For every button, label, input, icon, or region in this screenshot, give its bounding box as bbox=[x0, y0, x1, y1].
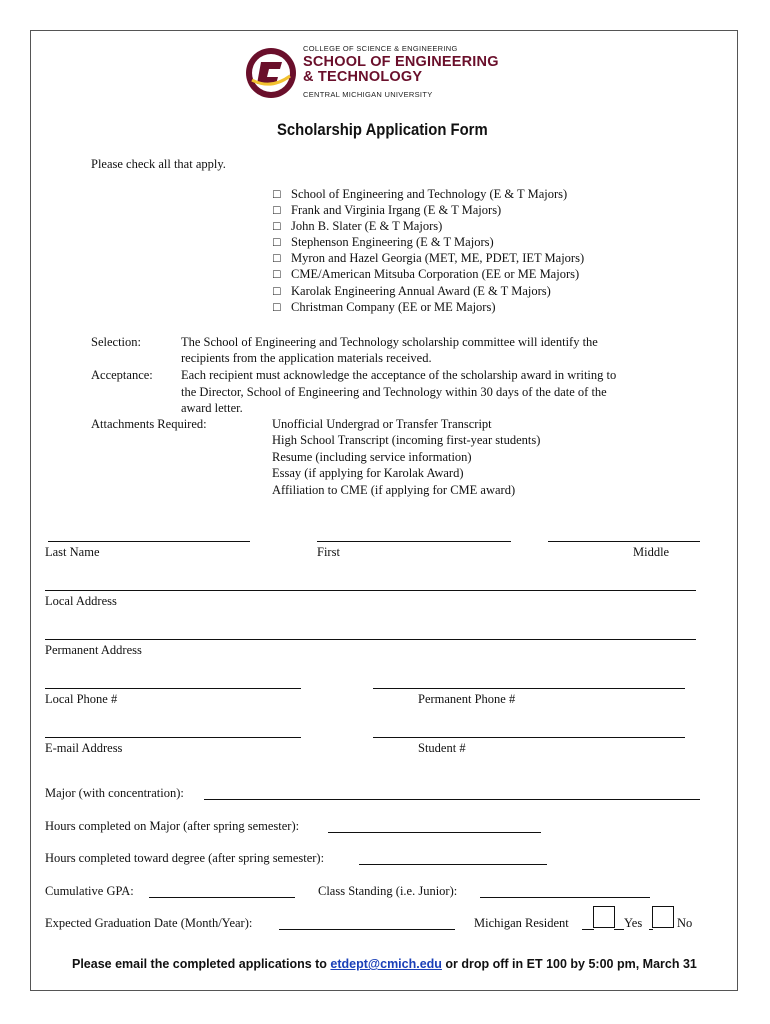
page-title: Scholarship Application Form bbox=[277, 121, 488, 139]
contact-email-link[interactable]: etdept@cmich.edu bbox=[330, 957, 442, 971]
scholarship-option[interactable] bbox=[273, 219, 442, 234]
scholarship-label: Stephenson Engineering (E & T Majors) bbox=[291, 235, 494, 249]
attachment-item: Affiliation to CME (if applying for CME award) bbox=[272, 483, 516, 497]
graduation-field[interactable] bbox=[279, 929, 455, 930]
local-phone-label: Local Phone # bbox=[45, 692, 118, 706]
footer-text: or drop off in ET 100 by 5:00 pm, March 31 bbox=[441, 957, 697, 971]
attachment-item: High School Transcript (incoming first-year students) bbox=[272, 433, 541, 447]
attachment-item: Resume (including service information) bbox=[272, 450, 472, 464]
hours-major-label: Hours completed on Major (after spring semester): bbox=[45, 819, 300, 833]
checkbox-icon[interactable]: □ bbox=[273, 251, 281, 265]
checkbox-icon[interactable]: □ bbox=[273, 235, 281, 249]
email-field[interactable] bbox=[45, 737, 301, 738]
checkbox-icon[interactable]: □ bbox=[273, 267, 281, 281]
selection-text-line: recipients from the application materials received. bbox=[181, 351, 432, 365]
local-address-field[interactable] bbox=[45, 590, 696, 591]
resident-yes-checkbox[interactable] bbox=[593, 906, 615, 928]
last-name-label: Last Name bbox=[45, 545, 100, 559]
footer-text: Please email the completed applications to bbox=[72, 957, 331, 971]
scholarship-label: Frank and Virginia Irgang (E & T Majors) bbox=[291, 203, 502, 217]
graduation-label: Expected Graduation Date (Month/Year): bbox=[45, 916, 253, 930]
permanent-phone-field[interactable] bbox=[373, 688, 685, 689]
resident-yes-line bbox=[614, 929, 624, 930]
permanent-phone-label: Permanent Phone # bbox=[418, 692, 516, 706]
class-standing-field[interactable] bbox=[480, 897, 650, 898]
acceptance-label: Acceptance: bbox=[91, 368, 153, 382]
middle-name-field[interactable] bbox=[548, 541, 700, 542]
cmu-c-logo-icon bbox=[244, 46, 298, 100]
michigan-resident-label: Michigan Resident bbox=[474, 916, 569, 930]
last-name-field[interactable] bbox=[48, 541, 250, 542]
major-label: Major (with concentration): bbox=[45, 786, 184, 800]
student-number-label: Student # bbox=[418, 741, 466, 755]
scholarship-option[interactable] bbox=[273, 251, 584, 266]
local-phone-field[interactable] bbox=[45, 688, 301, 689]
selection-label: Selection: bbox=[91, 335, 141, 349]
scholarship-option[interactable] bbox=[273, 203, 501, 218]
permanent-address-field[interactable] bbox=[45, 639, 696, 640]
checkbox-icon[interactable]: □ bbox=[273, 300, 281, 314]
acceptance-text-line: the Director, School of Engineering and Technology within 30 days of the date of the bbox=[181, 385, 607, 399]
class-standing-label: Class Standing (i.e. Junior): bbox=[318, 884, 458, 898]
hours-major-field[interactable] bbox=[328, 832, 541, 833]
major-field[interactable] bbox=[204, 799, 700, 800]
student-number-field[interactable] bbox=[373, 737, 685, 738]
school-logo bbox=[244, 44, 534, 100]
hours-degree-field[interactable] bbox=[359, 864, 547, 865]
resident-no-checkbox[interactable] bbox=[652, 906, 674, 928]
acceptance-text-line: Each recipient must acknowledge the acceptance of the scholarship award in writing to bbox=[181, 368, 617, 382]
scholarship-option[interactable] bbox=[273, 267, 579, 282]
gpa-field[interactable] bbox=[149, 897, 295, 898]
checkbox-icon[interactable]: □ bbox=[273, 219, 281, 233]
resident-no-line bbox=[649, 929, 653, 930]
attachment-item: Essay (if applying for Karolak Award) bbox=[272, 466, 464, 480]
scholarship-label: Karolak Engineering Annual Award (E & T Majors) bbox=[291, 284, 551, 298]
logo-university-text: CENTRAL MICHIGAN UNIVERSITY bbox=[303, 90, 433, 99]
permanent-address-label: Permanent Address bbox=[45, 643, 142, 657]
scholarship-option[interactable] bbox=[273, 235, 494, 250]
checkbox-icon[interactable]: □ bbox=[273, 284, 281, 298]
scholarship-option[interactable] bbox=[273, 300, 496, 315]
checkbox-icon[interactable]: □ bbox=[273, 187, 281, 201]
logo-college-text: COLLEGE OF SCIENCE & ENGINEERING bbox=[303, 44, 458, 53]
resident-yes-label: Yes bbox=[624, 916, 643, 930]
scholarship-label: Myron and Hazel Georgia (MET, ME, PDET, IET Majors) bbox=[291, 251, 585, 265]
form-page bbox=[30, 30, 738, 991]
resident-no-label: No bbox=[677, 916, 693, 930]
middle-name-label: Middle bbox=[633, 545, 670, 559]
scholarship-option[interactable] bbox=[273, 284, 551, 299]
logo-school-text: SCHOOL OF ENGINEERING bbox=[303, 54, 499, 70]
local-address-label: Local Address bbox=[45, 594, 117, 608]
attachments-label: Attachments Required: bbox=[91, 417, 207, 431]
instruction-text: Please check all that apply. bbox=[91, 157, 226, 171]
scholarship-label: CME/American Mitsuba Corporation (EE or ME Majors) bbox=[291, 267, 580, 281]
resident-yes-line bbox=[582, 929, 594, 930]
selection-text-line: The School of Engineering and Technology scholarship committee will identify the bbox=[181, 335, 598, 349]
first-name-label: First bbox=[317, 545, 340, 559]
logo-technology-text: & TECHNOLOGY bbox=[303, 69, 423, 85]
gpa-label: Cumulative GPA: bbox=[45, 884, 134, 898]
first-name-field[interactable] bbox=[317, 541, 511, 542]
scholarship-label: School of Engineering and Technology (E & T Majors) bbox=[291, 187, 568, 201]
scholarship-option[interactable] bbox=[273, 187, 567, 202]
submission-instructions bbox=[72, 957, 697, 971]
scholarship-label: John B. Slater (E & T Majors) bbox=[291, 219, 443, 233]
email-label: E-mail Address bbox=[45, 741, 123, 755]
attachment-item: Unofficial Undergrad or Transfer Transcript bbox=[272, 417, 492, 431]
checkbox-icon[interactable]: □ bbox=[273, 203, 281, 217]
scholarship-label: Christman Company (EE or ME Majors) bbox=[291, 300, 496, 314]
acceptance-text-line: award letter. bbox=[181, 401, 243, 415]
hours-degree-label: Hours completed toward degree (after spring semester): bbox=[45, 851, 325, 865]
